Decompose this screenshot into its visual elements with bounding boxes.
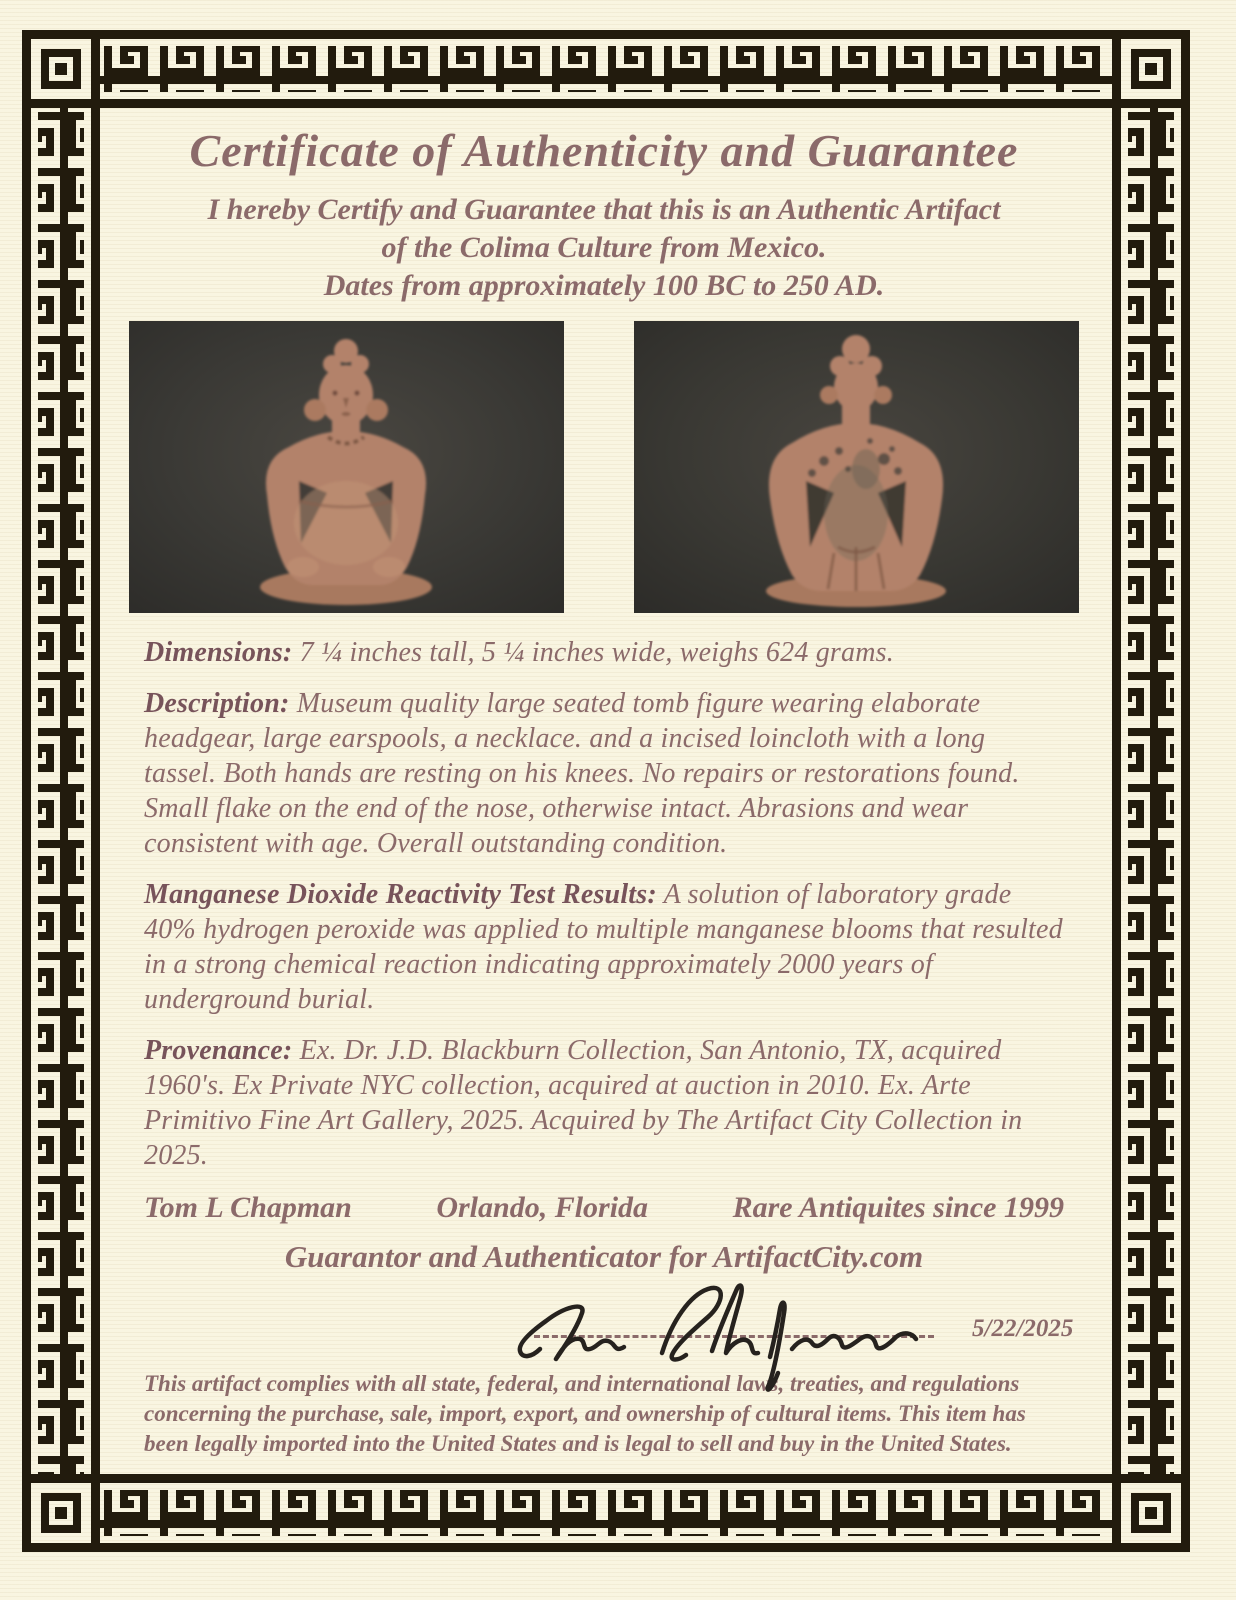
border-corner-top-right [1112, 30, 1190, 108]
signer-location: Orlando, Florida [436, 1191, 649, 1224]
border-corner-bottom-left [22, 1474, 100, 1552]
test-results-text: A solution of laboratory grade 40% hydrogen peroxide was applied to multiple manganese blooms that resulted in a strong chemical reaction indicating approximately 2000 years of underground burial. [144, 879, 1063, 1015]
guarantor-line: Guarantor and Authenticator for ArtifactCity.com [284, 1239, 924, 1274]
certificate-content [98, 108, 1110, 1474]
statement-line-3: Dates from approximately 100 BC to 250 AD. [323, 269, 885, 302]
provenance-paragraph [144, 1033, 1064, 1173]
artifact-photo-front [129, 321, 564, 613]
greek-key-border-left [22, 108, 100, 1474]
description-text: Museum quality large seated tomb figure wearing elaborate headgear, large earspools, a necklace. and a incised loincloth with a long tassel. Both hands are resting on his knees. No repairs or restorations found. Small flake on the end of the nose, otherwise intact. Abrasions and wear consistent with age. Overall outstanding condition. [144, 688, 1020, 859]
certificate-title: Certificate of Authenticity and Guarantee [189, 125, 1019, 176]
dimensions-text: 7 ¼ inches tall, 5 ¼ inches wide, weighs 624 grams. [299, 637, 894, 668]
border-corner-top-left [22, 30, 100, 108]
artifact-photo-back [634, 321, 1079, 613]
signature-scrawl [512, 1261, 952, 1393]
artifact-photos [128, 321, 1080, 613]
description-paragraph [144, 686, 1064, 861]
signature-date: 5/22/2025 [972, 1315, 1074, 1342]
signer-row [144, 1191, 1064, 1225]
signature-block [144, 1275, 1074, 1367]
signer-tagline: Rare Antiquites since 1999 [732, 1191, 1064, 1224]
provenance-label: Provenance: [144, 1035, 293, 1066]
statement-line-2: of the Colima Culture from Mexico. [381, 231, 827, 264]
greek-key-border-bottom [100, 1474, 1112, 1552]
border-corner-bottom-right [1112, 1474, 1190, 1552]
dimensions-paragraph [144, 635, 1064, 670]
dimensions-label: Dimensions: [144, 637, 293, 668]
test-results-label: Manganese Dioxide Reactivity Test Results: [144, 879, 657, 910]
legal-disclaimer: This artifact complies with all state, federal, and international laws, treaties, and regulations concerning the purchase, sale, import, export, and ownership of cultural items. This item has been legally imported into the United States and is legal to sell and buy in the United States. [144, 1371, 1026, 1456]
test-results-paragraph [144, 877, 1064, 1017]
signer-name: Tom L Chapman [144, 1191, 352, 1224]
provenance-text: Ex. Dr. J.D. Blackburn Collection, San Antonio, TX, acquired 1960's. Ex Private NYC collection, acquired at auction in 2010. Ex. Arte Primitivo Fine Art Gallery, 2025. Acquired by The Artifact City Collection in 2025. [144, 1035, 1023, 1171]
description-label: Description: [144, 688, 290, 719]
greek-key-border-right [1112, 108, 1190, 1474]
statement-line-1: I hereby Certify and Guarantee that this is an Authentic Artifact [207, 193, 1001, 226]
certification-statement [144, 191, 1064, 305]
greek-key-border-top [100, 30, 1112, 108]
